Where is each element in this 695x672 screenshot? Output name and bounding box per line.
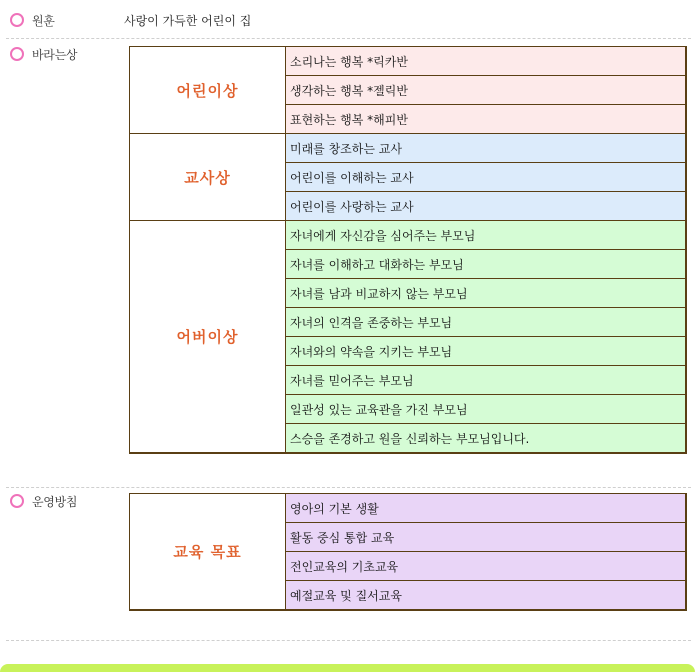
table-row: 자녀를 이해하고 대화하는 부모님	[286, 250, 685, 279]
table-row: 활동 중심 통합 교육	[286, 523, 685, 552]
table-row: 자녀의 인격을 존중하는 부모님	[286, 308, 685, 337]
ideal-table	[129, 46, 687, 454]
table-row: 영아의 기본 생활	[286, 494, 685, 523]
table-group	[130, 134, 685, 221]
group-items	[286, 134, 685, 220]
ideal-label: 바라는상	[32, 47, 78, 62]
table-row: 자녀에게 자신감을 심어주는 부모님	[286, 221, 685, 250]
policy-table	[129, 493, 687, 611]
table-row: 자녀를 남과 비교하지 않는 부모님	[286, 279, 685, 308]
table-row: 자녀와의 약속을 지키는 부모님	[286, 337, 685, 366]
table-row: 전인교육의 기초교육	[286, 552, 685, 581]
divider	[6, 487, 691, 488]
footer-bar	[0, 664, 695, 672]
group-title: 교사상	[130, 134, 286, 220]
divider	[6, 640, 691, 641]
table-row: 미래를 창조하는 교사	[286, 134, 685, 163]
motto-text: 사랑이 가득한 어린이 집	[124, 13, 252, 28]
table-row: 어린이를 이해하는 교사	[286, 163, 685, 192]
table-row: 자녀를 믿어주는 부모님	[286, 366, 685, 395]
table-row: 소리나는 행복 *릭카반	[286, 47, 685, 76]
table-row: 일관성 있는 교육관을 가진 부모님	[286, 395, 685, 424]
ideal-label-row	[10, 44, 77, 64]
table-group	[130, 221, 685, 452]
table-group	[130, 47, 685, 134]
table-group	[130, 494, 685, 609]
table-row: 표현하는 행복 *해피반	[286, 105, 685, 133]
group-title: 어린이상	[130, 47, 286, 133]
table-row: 스승을 존경하고 원을 신뢰하는 부모님입니다.	[286, 424, 685, 452]
motto-label: 원훈	[32, 13, 55, 28]
policy-label: 운영방침	[32, 494, 78, 509]
table-row: 생각하는 행복 *젤릭반	[286, 76, 685, 105]
table-row: 어린이를 사랑하는 교사	[286, 192, 685, 220]
motto-label-row	[10, 10, 55, 30]
group-items	[286, 47, 685, 133]
circle-bullet-icon	[10, 13, 24, 27]
divider	[6, 38, 691, 39]
group-title: 교육 목표	[130, 494, 286, 609]
policy-label-row	[10, 491, 77, 511]
circle-bullet-icon	[10, 47, 24, 61]
group-items	[286, 221, 685, 452]
table-row: 예절교육 및 질서교육	[286, 581, 685, 609]
group-items	[286, 494, 685, 609]
group-title: 어버이상	[130, 221, 286, 452]
circle-bullet-icon	[10, 494, 24, 508]
